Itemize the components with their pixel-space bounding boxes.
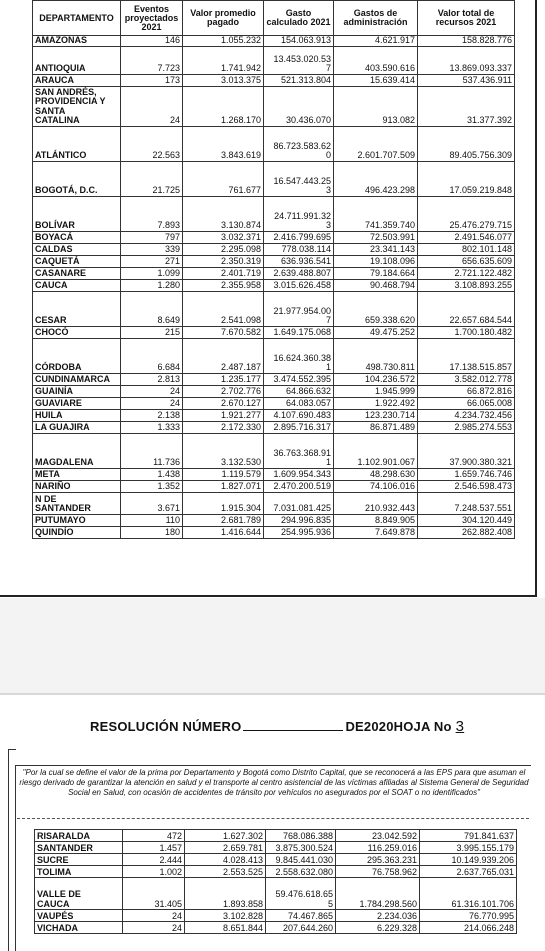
promedio-cell: 2.681.789 [183,515,264,527]
eventos-cell: 173 [121,75,183,87]
eventos-cell: 1.352 [121,481,183,493]
gasto-cell: 2.470.200.519 [264,481,334,493]
promedio-cell: 1.055.232 [183,36,264,47]
total-cell: 10.149.939.206 [420,854,517,866]
total-cell: 2.637.765.031 [420,866,517,878]
promedio-cell: 1.268.170 [183,87,264,127]
eventos-cell: 22.563 [121,127,183,162]
admin-cell: 49.475.252 [334,327,418,339]
promedio-cell: 2.670.127 [183,398,264,410]
promedio-cell: 2.401.719 [183,268,264,280]
eventos-cell: 3.671 [121,493,183,515]
eventos-cell: 24 [121,87,183,127]
department-cell: BOLÍVAR [33,197,121,232]
gasto-cell: 2.895.716.317 [264,422,334,434]
promedio-cell: 1.627.302 [185,830,266,842]
total-cell: 2.721.122.482 [418,268,515,280]
total-cell: 2.985.274.553 [418,422,515,434]
promedio-cell: 2.659.781 [185,842,266,854]
promedio-cell: 2.541.098 [183,292,264,327]
table-row [35,922,517,934]
admin-cell: 19.108.096 [334,256,418,268]
gasto-cell: 207.644.260 [266,922,336,934]
admin-cell: 86.871.489 [334,422,418,434]
promedio-cell: 1.119.579 [183,469,264,481]
gasto-cell: 9.845.441.030 [266,854,336,866]
gasto-cell: 16.547.443.25 3 [264,162,334,197]
total-cell: 37.900.380.321 [418,434,515,469]
total-cell: 537.436.911 [418,75,515,87]
eventos-cell: 24 [121,386,183,398]
eventos-cell: 215 [121,327,183,339]
department-cell: VICHADA [35,922,123,934]
department-cell: PUTUMAYO [33,515,121,527]
column-header: Gastos de administración [334,1,418,36]
promedio-cell: 4.028.413 [185,854,266,866]
resolution-title-suffix: DE2020HOJA No [345,719,452,734]
eventos-cell: 1.333 [121,422,183,434]
department-cell: SUCRE [35,854,123,866]
gasto-cell: 521.313.804 [264,75,334,87]
gasto-cell: 7.031.081.425 [264,493,334,515]
admin-cell: 913.082 [334,87,418,127]
admin-cell: 72.503.991 [334,232,418,244]
total-cell: 13.869.093.337 [418,47,515,75]
total-cell: 3.582.012.778 [418,374,515,386]
total-cell: 1.700.180.482 [418,327,515,339]
eventos-cell: 6.684 [121,339,183,374]
total-cell: 17.059.219.848 [418,162,515,197]
department-cell: CASANARE [33,268,121,280]
promedio-cell: 2.553.525 [185,866,266,878]
admin-cell: 23.341.143 [334,244,418,256]
promedio-cell: 1.915.304 [183,493,264,515]
promedio-cell: 2.702.776 [183,386,264,398]
gasto-cell: 294.996.835 [264,515,334,527]
department-cell: ARAUCA [33,75,121,87]
eventos-cell: 472 [123,830,185,842]
admin-cell: 2.601.707.509 [334,127,418,162]
promedio-cell: 3.102.828 [185,910,266,922]
total-cell: 22.657.684.544 [418,292,515,327]
admin-cell: 295.363.231 [336,854,420,866]
department-cell: SAN ANDRÉS, PROVIDENCIA Y SANTA CATALINA [33,87,121,127]
department-cell: SANTANDER [35,842,123,854]
gasto-cell: 1.649.175.068 [264,327,334,339]
total-cell: 89.405.756.309 [418,127,515,162]
department-cell: BOGOTÁ, D.C. [33,162,121,197]
eventos-cell: 8.649 [121,292,183,327]
gasto-cell: 778.038.114 [264,244,334,256]
resolution-note: "Por la cual se define el valor de la prima por Departamento y Bogotá como Distrito Capital, que se reconocerá a las EPS para que asuman el riesgo derivado de garantizar la atención en salud y el transporte al centro asistencial de las víctimas afiliadas al Sistema General de Seguridad Social en Salud, con ocasión de accidentes de tránsito por vehículos no asegurados por el SOAT o no identificados" [19,768,529,797]
department-cell: META [33,469,121,481]
eventos-cell: 1.002 [123,866,185,878]
admin-cell: 496.423.298 [334,162,418,197]
total-cell: 802.101.148 [418,244,515,256]
promedio-cell: 3.130.874 [183,197,264,232]
page-gap [0,598,545,693]
promedio-cell: 3.032.371 [183,232,264,244]
column-header: Gasto calculado 2021 [264,1,334,36]
table-row [35,878,517,910]
gasto-cell: 13.453.020.53 7 [264,47,334,75]
department-cell: CUNDINAMARCA [33,374,121,386]
gasto-cell: 24.711.991.32 3 [264,197,334,232]
promedio-cell: 1.235.177 [183,374,264,386]
total-cell: 17.138.515.857 [418,339,515,374]
promedio-cell: 3.843.619 [183,127,264,162]
department-cell: ANTIOQUIA [33,47,121,75]
department-cell: CAUCA [33,280,121,292]
table-row [35,830,517,842]
promedio-cell: 1.893.858 [185,878,266,910]
gasto-cell: 3.015.626.458 [264,280,334,292]
total-cell: 304.120.449 [418,515,515,527]
eventos-cell: 2.444 [123,854,185,866]
eventos-cell: 21.725 [121,162,183,197]
department-cell: ATLÁNTICO [33,127,121,162]
dashed-divider [17,818,529,819]
promedio-cell: 2.487.187 [183,339,264,374]
gasto-cell: 64.083.057 [264,398,334,410]
eventos-cell: 24 [123,922,185,934]
admin-cell: 79.184.664 [334,268,418,280]
table-row [35,842,517,854]
department-cell: CÓRDOBA [33,339,121,374]
department-cell: BOYACÁ [33,232,121,244]
admin-cell: 104.236.572 [334,374,418,386]
gasto-cell: 3.474.552.395 [264,374,334,386]
resolution-title-prefix: RESOLUCIÓN NÚMERO [90,719,242,734]
admin-cell: 7.649.878 [334,527,418,539]
eventos-cell: 339 [121,244,183,256]
promedio-cell: 2.355.958 [183,280,264,292]
page-number: 3 [455,718,465,735]
eventos-cell: 7.723 [121,47,183,75]
column-header: Valor promedio pagado [183,1,264,36]
column-header: Eventos proyectados 2021 [121,1,183,36]
gasto-cell: 74.467.865 [266,910,336,922]
page-top-rule [0,693,545,695]
eventos-cell: 180 [121,527,183,539]
total-cell: 31.377.392 [418,87,515,127]
eventos-cell: 24 [121,398,183,410]
department-cell: TOLIMA [35,866,123,878]
resolution-number-blank [243,720,343,731]
total-cell: 66.872.816 [418,386,515,398]
total-cell: 791.841.637 [420,830,517,842]
admin-cell: 76.758.962 [336,866,420,878]
department-cell: CAQUETÁ [33,256,121,268]
column-header: DEPARTAMENTO [33,1,121,36]
department-cell: CESAR [33,292,121,327]
eventos-cell: 1.457 [123,842,185,854]
promedio-cell: 2.295.098 [183,244,264,256]
admin-cell: 1.945.999 [334,386,418,398]
table-row [35,866,517,878]
total-cell: 3.108.893.255 [418,280,515,292]
promedio-cell: 761.677 [183,162,264,197]
admin-cell: 74.106.016 [334,481,418,493]
total-cell: 4.234.732.456 [418,410,515,422]
admin-cell: 1.102.901.067 [334,434,418,469]
promedio-cell: 2.172.330 [183,422,264,434]
eventos-cell: 271 [121,256,183,268]
eventos-cell: 7.893 [121,197,183,232]
total-cell: 2.546.598.473 [418,481,515,493]
department-cell: CHOCÓ [33,327,121,339]
gasto-cell: 16.624.360.38 1 [264,339,334,374]
gasto-cell: 3.875.300.524 [266,842,336,854]
total-cell: 25.476.279.715 [418,197,515,232]
budget-table-page-2 [34,829,517,934]
gasto-cell: 1.609.954.343 [264,469,334,481]
gasto-cell: 2.416.799.695 [264,232,334,244]
table-row [35,854,517,866]
page-left-border [8,749,9,951]
eventos-cell: 24 [123,910,185,922]
admin-cell: 1.922.492 [334,398,418,410]
admin-cell: 1.784.298.560 [336,878,420,910]
admin-cell: 2.234.036 [336,910,420,922]
department-cell: RISARALDA [35,830,123,842]
department-cell: GUAINÍA [33,386,121,398]
total-cell: 1.659.746.746 [418,469,515,481]
gasto-cell: 86.723.583.62 0 [264,127,334,162]
gasto-cell: 154.063.913 [264,36,334,47]
admin-cell: 90.468.794 [334,280,418,292]
department-cell: NARIÑO [33,481,121,493]
promedio-cell: 1.741.942 [183,47,264,75]
total-cell: 656.635.609 [418,256,515,268]
department-cell: QUINDÍO [33,527,121,539]
eventos-cell: 2.138 [121,410,183,422]
department-cell: HUILA [33,410,121,422]
admin-cell: 23.042.592 [336,830,420,842]
total-cell: 214.066.248 [420,922,517,934]
eventos-cell: 110 [121,515,183,527]
total-cell: 2.491.546.077 [418,232,515,244]
admin-cell: 48.298.630 [334,469,418,481]
total-cell: 3.995.155.179 [420,842,517,854]
eventos-cell: 797 [121,232,183,244]
promedio-cell: 2.350.319 [183,256,264,268]
promedio-cell: 1.827.071 [183,481,264,493]
department-cell: MAGDALENA [33,434,121,469]
admin-cell: 116.259.016 [336,842,420,854]
resolution-heading [90,718,464,735]
eventos-cell: 146 [121,36,183,47]
admin-cell: 403.590.616 [334,47,418,75]
admin-cell: 4.621.917 [334,36,418,47]
promedio-cell: 3.132.530 [183,434,264,469]
column-header: Valor total de recursos 2021 [418,1,515,36]
total-cell: 61.316.101.706 [420,878,517,910]
gasto-cell: 36.763.368.91 1 [264,434,334,469]
gasto-cell: 59.476.618.65 5 [266,878,336,910]
gasto-cell: 4.107.690.483 [264,410,334,422]
total-cell: 7.248.537.551 [418,493,515,515]
promedio-cell: 1.921.277 [183,410,264,422]
eventos-cell: 31.405 [123,878,185,910]
admin-cell: 210.932.443 [334,493,418,515]
eventos-cell: 1.099 [121,268,183,280]
admin-cell: 659.338.620 [334,292,418,327]
gasto-cell: 21.977.954.00 7 [264,292,334,327]
total-cell: 262.882.408 [418,527,515,539]
eventos-cell: 11.736 [121,434,183,469]
gasto-cell: 2.639.488.807 [264,268,334,280]
department-cell: AMAZONAS [33,36,121,47]
eventos-cell: 1.438 [121,469,183,481]
gasto-cell: 254.995.936 [264,527,334,539]
department-cell: CALDAS [33,244,121,256]
total-cell: 158.828.776 [418,36,515,47]
promedio-cell: 7.670.582 [183,327,264,339]
gasto-cell: 30.436.070 [264,87,334,127]
promedio-cell: 1.416.644 [183,527,264,539]
table-row [35,910,517,922]
department-cell: LA GUAJIRA [33,422,121,434]
total-cell: 76.770.995 [420,910,517,922]
admin-cell: 498.730.811 [334,339,418,374]
gasto-cell: 636.936.541 [264,256,334,268]
department-cell: VALLE DE CAUCA [35,878,123,910]
eventos-cell: 2.813 [121,374,183,386]
page-corner-mark [8,749,16,750]
admin-cell: 15.639.414 [334,75,418,87]
eventos-cell: 1.280 [121,280,183,292]
gasto-cell: 768.086.388 [266,830,336,842]
department-cell: GUAVIARE [33,398,121,410]
promedio-cell: 3.013.375 [183,75,264,87]
admin-cell: 741.359.740 [334,197,418,232]
promedio-cell: 8.651.844 [185,922,266,934]
gasto-cell: 64.866.632 [264,386,334,398]
admin-cell: 123.230.714 [334,410,418,422]
total-cell: 66.065.008 [418,398,515,410]
admin-cell: 8.849.905 [334,515,418,527]
department-cell: VAUPÉS [35,910,123,922]
department-cell: N DE SANTANDER [33,493,121,515]
admin-cell: 6.229.328 [336,922,420,934]
gasto-cell: 2.558.632.080 [266,866,336,878]
